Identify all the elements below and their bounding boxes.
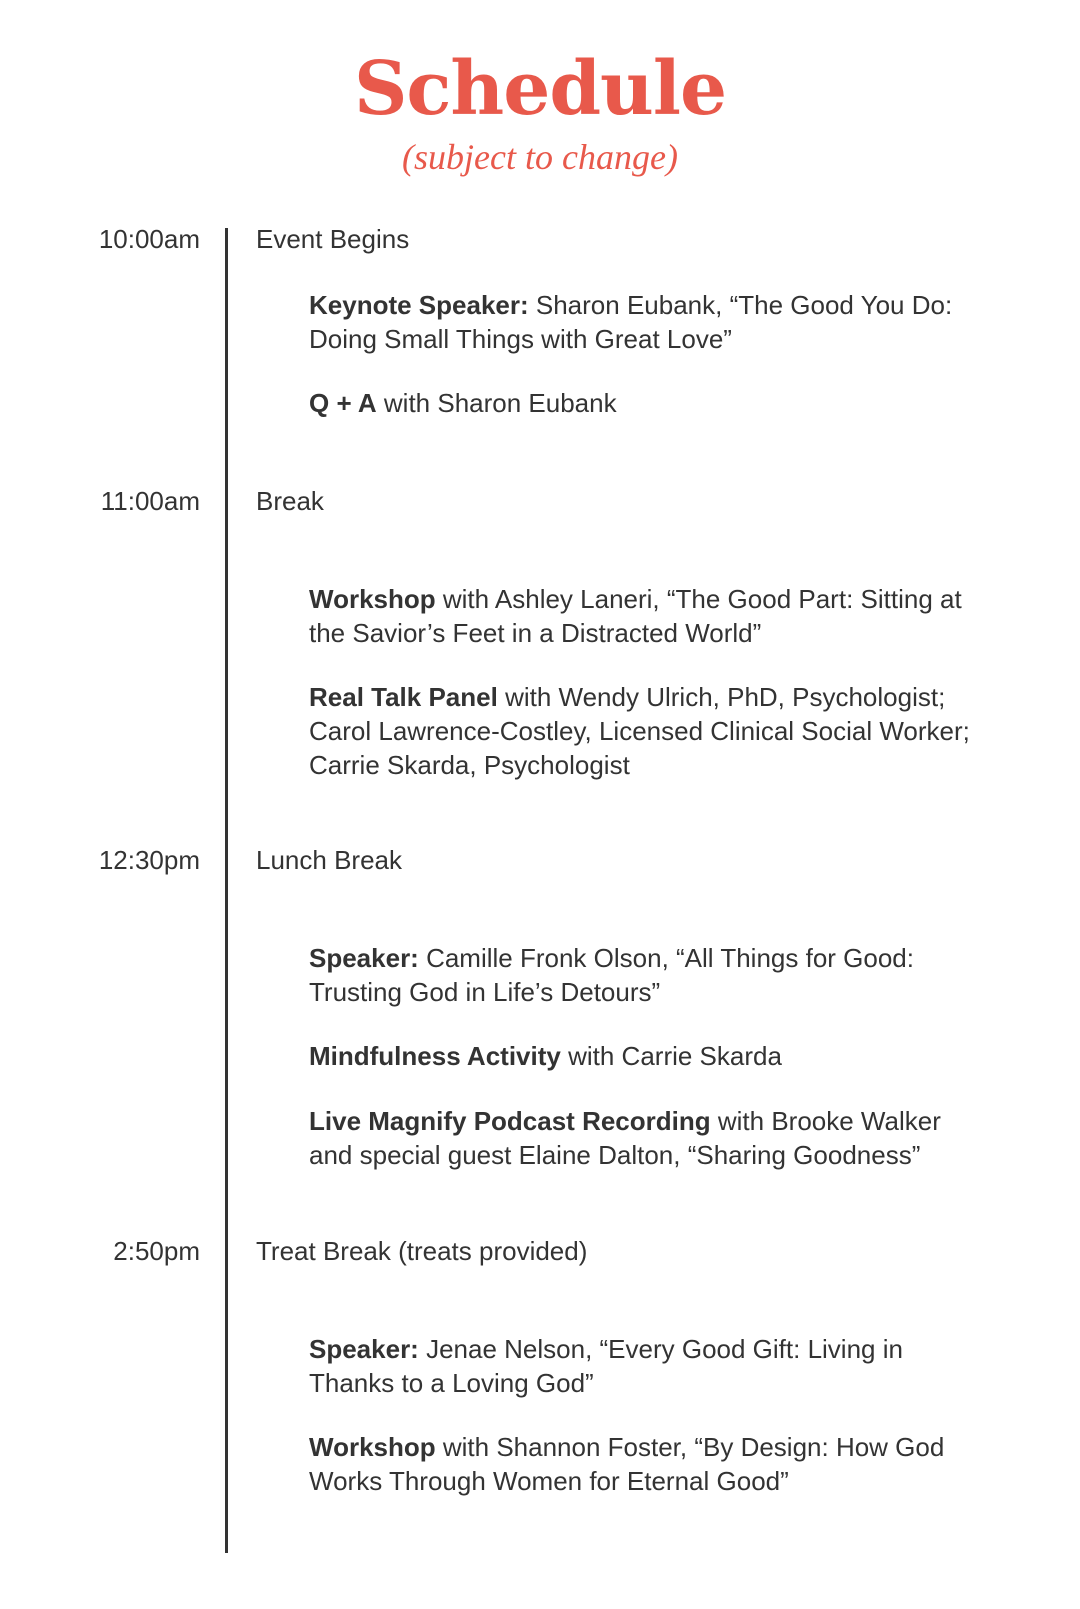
item-text: with Sharon Eubank (376, 388, 617, 418)
schedule-item (309, 1430, 989, 1498)
schedule-item (309, 386, 989, 420)
item-label: Real Talk Panel (309, 682, 498, 712)
schedule-item (309, 582, 989, 650)
time-label: 12:30pm (98, 845, 200, 875)
item-label: Q + A (309, 388, 377, 418)
item-text: Jenae Nelson, “Every Good Gift: Living in Thanks to a Loving God” (309, 1334, 903, 1398)
time-label: 10:00am (98, 224, 200, 254)
item-text: with Wendy Ulrich, PhD, Psychologist; Carol Lawrence-Costley, Licensed Clinical Social Worker; Carrie Skarda, Psychologist (309, 682, 970, 780)
page-subtitle: (subject to change) (402, 137, 678, 177)
event-title: Lunch Break (256, 845, 402, 875)
schedule-item (309, 680, 989, 782)
item-text: Sharon Eubank, “The Good You Do: Doing Small Things with Great Love” (309, 290, 953, 354)
schedule-item (309, 1104, 989, 1172)
item-label: Workshop (309, 1432, 436, 1462)
schedule-header (0, 44, 1080, 178)
item-text: with Brooke Walker and special guest Elaine Dalton, “Sharing Goodness” (309, 1106, 941, 1170)
schedule-item (309, 1332, 989, 1400)
time-label: 2:50pm (113, 1236, 200, 1266)
event-title: Break (256, 486, 324, 516)
schedule-item (309, 288, 989, 356)
item-label: Keynote Speaker: (309, 290, 529, 320)
item-label: Speaker: (309, 1334, 419, 1364)
timeline-divider (225, 228, 228, 1553)
event-title: Event Begins (256, 224, 410, 254)
schedule-item (309, 1039, 989, 1073)
item-label: Speaker: (309, 943, 419, 973)
item-text: Camille Fronk Olson, “All Things for Good: Trusting God in Life’s Detours” (309, 943, 914, 1007)
page-title: Schedule (353, 46, 727, 132)
item-label: Workshop (309, 584, 436, 614)
item-label: Mindfulness Activity (309, 1041, 561, 1071)
event-title: Treat Break (treats provided) (256, 1236, 588, 1266)
item-text: with Carrie Skarda (560, 1041, 782, 1071)
item-text: with Shannon Foster, “By Design: How God Works Through Women for Eternal Good” (309, 1432, 945, 1496)
item-text: with Ashley Laneri, “The Good Part: Sitting at the Savior’s Feet in a Distracted World” (309, 584, 962, 648)
item-label: Live Magnify Podcast Recording (309, 1106, 711, 1136)
time-label: 11:00am (100, 486, 200, 516)
schedule-item (309, 941, 989, 1009)
